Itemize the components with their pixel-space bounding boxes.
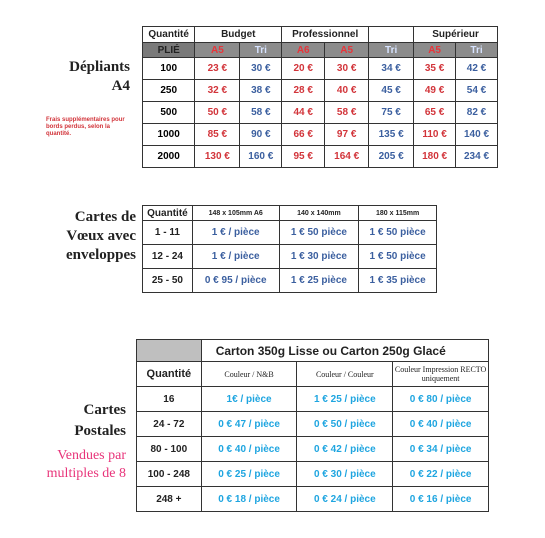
price-cell: 97 € (325, 124, 369, 146)
section2-title-line3: enveloppes (65, 247, 136, 263)
price-cell: 0 € 22 / pièce (393, 462, 489, 487)
qty-cell: 250 (143, 80, 195, 102)
qty-cell: 24 - 72 (137, 412, 202, 437)
price-cell: 1 € / pièce (192, 245, 279, 269)
header-option: Couleur Impression RECTO uniquement (393, 362, 489, 387)
price-cell: 1 € 50 pièce (359, 245, 437, 269)
price-cell: 140 € (456, 124, 498, 146)
header-carton: Carton 350g Lisse ou Carton 250g Glacé (201, 340, 488, 362)
section1-note: Frais supplémentaires pour bords perdus, selon la quantité. (46, 117, 125, 137)
table-super-header-row (137, 340, 489, 362)
price-cell: 50 € (195, 102, 240, 124)
price-cell: 1 € 25 pièce (279, 269, 359, 293)
subheader-cell: Tri (240, 43, 282, 58)
table-row (143, 269, 437, 293)
price-cell: 32 € (195, 80, 240, 102)
section3-title (40, 400, 126, 442)
price-cell: 1 € 50 pièce (279, 221, 359, 245)
header-option: Couleur / N&B (201, 362, 297, 387)
price-cell: 1 € 35 pièce (359, 269, 437, 293)
subheader-cell: A6 (282, 43, 325, 58)
header-superieur: Supérieur (414, 27, 498, 43)
qty-cell: 12 - 24 (143, 245, 193, 269)
table-row (143, 146, 498, 168)
price-cell: 110 € (414, 124, 456, 146)
price-cell: 58 € (325, 102, 369, 124)
price-cell: 205 € (369, 146, 414, 168)
price-cell: 0 € 34 / pièce (393, 437, 489, 462)
table-row (143, 58, 498, 80)
price-cell: 1 € / pièce (192, 221, 279, 245)
price-cell: 30 € (325, 58, 369, 80)
qty-cell: 100 - 248 (137, 462, 202, 487)
section1-title-line2: A4 (111, 78, 130, 94)
price-cell: 130 € (195, 146, 240, 168)
qty-cell: 1 - 11 (143, 221, 193, 245)
price-cell: 34 € (369, 58, 414, 80)
table-row (137, 412, 489, 437)
cartes-voeux-price-table (142, 205, 437, 293)
price-cell: 135 € (369, 124, 414, 146)
section3-note-line1: Vendues par (57, 448, 126, 463)
table-row (143, 221, 437, 245)
price-cell: 28 € (282, 80, 325, 102)
price-cell: 0 € 50 / pièce (297, 412, 393, 437)
depliants-price-table (142, 26, 498, 168)
subheader-cell: Tri (456, 43, 498, 58)
price-cell: 0 € 24 / pièce (297, 487, 393, 512)
price-cell: 49 € (414, 80, 456, 102)
qty-cell: 80 - 100 (137, 437, 202, 462)
header-professionnel: Professionnel (282, 27, 369, 43)
subheader-cell: A5 (325, 43, 369, 58)
price-cell: 0 € 42 / pièce (297, 437, 393, 462)
price-cell: 23 € (195, 58, 240, 80)
price-cell: 0 € 47 / pièce (201, 412, 297, 437)
subheader-plie: PLIÉ (143, 43, 195, 58)
section3-note-line2: multiples de 8 (46, 466, 126, 481)
section2-title (30, 208, 136, 265)
qty-cell: 1000 (143, 124, 195, 146)
table-row (137, 462, 489, 487)
qty-cell: 2000 (143, 146, 195, 168)
header-quantite: Quantité (143, 206, 193, 221)
qty-cell: 100 (143, 58, 195, 80)
price-cell: 82 € (456, 102, 498, 124)
table-row (143, 124, 498, 146)
section3-title-line2: Postales (74, 423, 126, 439)
price-cell: 1 € 30 pièce (279, 245, 359, 269)
header-quantite: Quantité (137, 362, 202, 387)
table-subheader-row (143, 43, 498, 58)
qty-cell: 500 (143, 102, 195, 124)
section1-title-line1: Dépliants (69, 59, 130, 75)
price-cell: 0 € 95 / pièce (192, 269, 279, 293)
table-row (143, 80, 498, 102)
price-cell: 95 € (282, 146, 325, 168)
table-row (137, 387, 489, 412)
price-cell: 44 € (282, 102, 325, 124)
price-cell: 234 € (456, 146, 498, 168)
price-cell: 54 € (456, 80, 498, 102)
price-cell: 164 € (325, 146, 369, 168)
subheader-cell: Tri (369, 43, 414, 58)
price-cell: 1 € 50 pièce (359, 221, 437, 245)
header-format: 140 x 140mm (279, 206, 359, 221)
table-header-row (143, 27, 498, 43)
price-cell: 65 € (414, 102, 456, 124)
table-header-row (137, 362, 489, 387)
section2-title-line2: Vœux avec (66, 228, 136, 244)
price-cell: 0 € 16 / pièce (393, 487, 489, 512)
price-cell: 35 € (414, 58, 456, 80)
header-blank (137, 340, 202, 362)
header-format: 148 x 105mm A6 (192, 206, 279, 221)
price-cell: 160 € (240, 146, 282, 168)
section2-title-line1: Cartes de (74, 209, 136, 225)
price-cell: 38 € (240, 80, 282, 102)
section1-title (40, 58, 130, 96)
price-cell: 20 € (282, 58, 325, 80)
qty-cell: 248 + (137, 487, 202, 512)
subheader-cell: A5 (414, 43, 456, 58)
price-cell: 1€ / pièce (201, 387, 297, 412)
price-cell: 40 € (325, 80, 369, 102)
price-cell: 85 € (195, 124, 240, 146)
price-cell: 0 € 80 / pièce (393, 387, 489, 412)
section3-title-line1: Cartes (83, 402, 126, 418)
price-cell: 45 € (369, 80, 414, 102)
price-cell: 1 € 25 / pièce (297, 387, 393, 412)
header-format: 180 x 115mm (359, 206, 437, 221)
price-cell: 0 € 40 / pièce (201, 437, 297, 462)
table-row (143, 102, 498, 124)
header-budget: Budget (195, 27, 282, 43)
subheader-cell: A5 (195, 43, 240, 58)
header-option: Couleur / Couleur (297, 362, 393, 387)
price-cell: 90 € (240, 124, 282, 146)
price-cell: 42 € (456, 58, 498, 80)
header-quantite: Quantité (143, 27, 195, 43)
section3-note (10, 447, 126, 483)
price-cell: 58 € (240, 102, 282, 124)
table-row (143, 245, 437, 269)
table-header-row (143, 206, 437, 221)
header-empty (369, 27, 414, 43)
table-row (137, 437, 489, 462)
qty-cell: 25 - 50 (143, 269, 193, 293)
price-cell: 66 € (282, 124, 325, 146)
price-cell: 75 € (369, 102, 414, 124)
price-cell: 0 € 40 / pièce (393, 412, 489, 437)
price-cell: 180 € (414, 146, 456, 168)
price-cell: 0 € 18 / pièce (201, 487, 297, 512)
qty-cell: 16 (137, 387, 202, 412)
price-cell: 0 € 30 / pièce (297, 462, 393, 487)
cartes-postales-price-table (136, 339, 489, 512)
price-cell: 0 € 25 / pièce (201, 462, 297, 487)
table-row (137, 487, 489, 512)
price-cell: 30 € (240, 58, 282, 80)
